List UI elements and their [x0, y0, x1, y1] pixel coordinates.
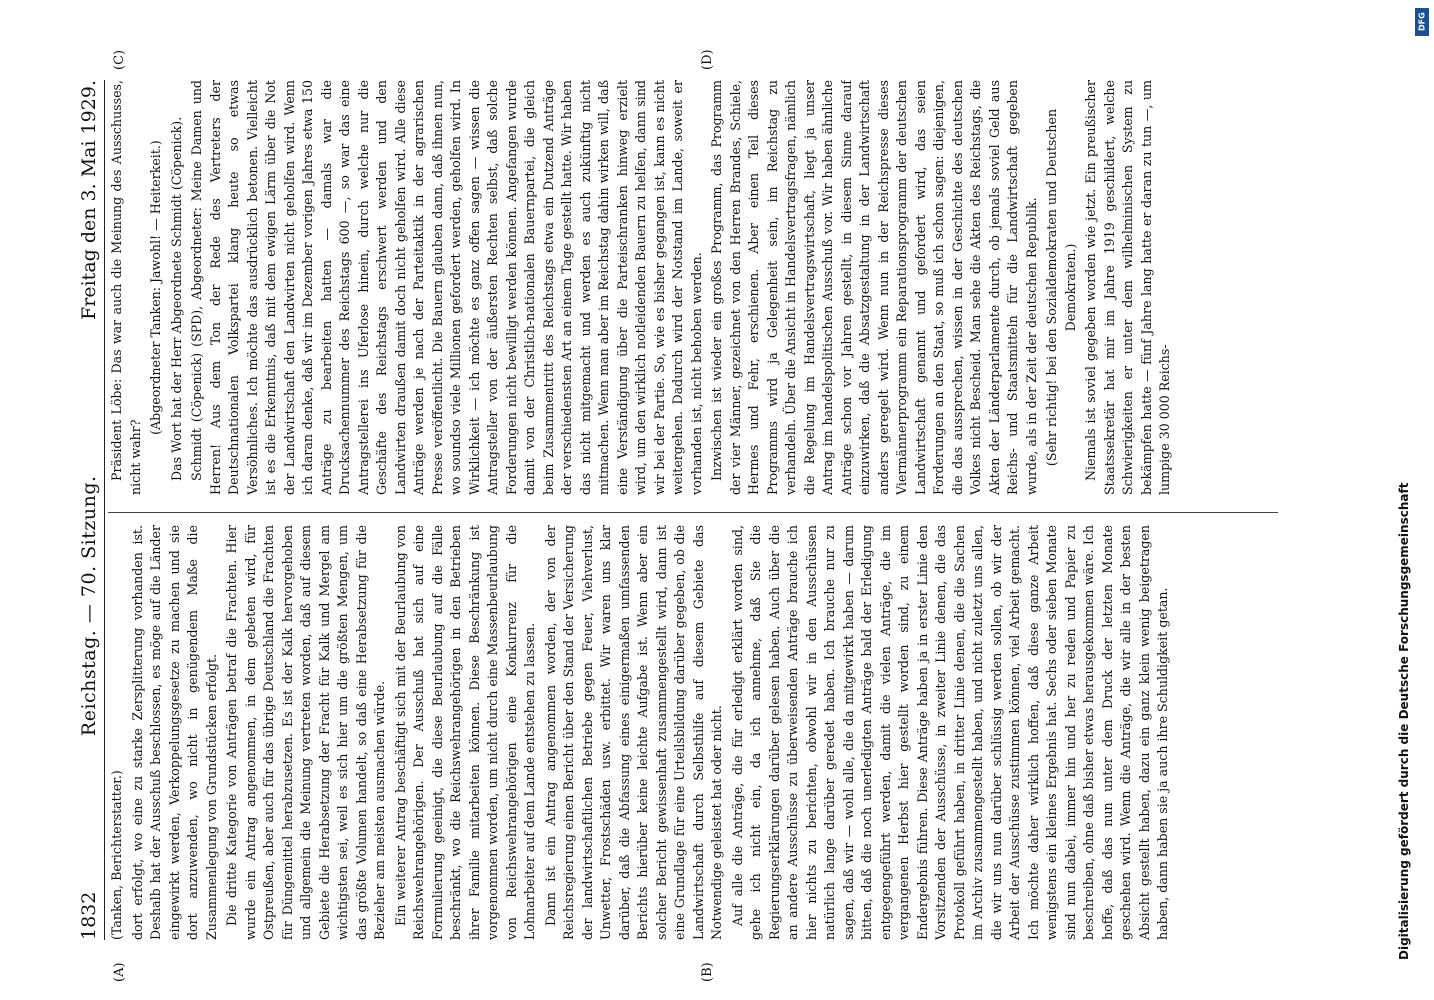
- column-divider: [108, 512, 1278, 513]
- paragraph: Auf alle die Anträge, die für erledigt erklärt worden sind, gehe ich nicht ein, da ich annehme, daß Sie die Regierungserklärungen darüber gelesen haben. Auch über die an andere Ausschüsse zu überweisenden Anträge brauche ich hier nichts zu berichten, obwohl wir in den Ausschüssen natürlich lange darüber geredet haben. Ich brauche nur zu sagen, daß wir — wohl alle, die da mitgewirkt haben — darum bitten, daß die noch unerledigten Anträge bald der Erledigung entgegengeführt werden, damit die vielen Anträge, die im vergangenen Herbst hier gestellt worden sind, zu einem Endergebnis führen. Diese Anträge haben ja in erster Linie den Vorsitzenden der Ausschüsse, in zweiter Linie denen, die das Protokoll geführt haben, in dritter Linie denen, die die Sachen im Archiv zusammengestellt haben, und nicht zuletzt uns allen, die wir uns nun darüber schlüssig werden sollen, ob wir der Arbeit der Ausschüsse zustimmen können, viel Arbeit gemacht. Ich möchte daher wirklich hoffen, daß diese ganze Arbeit wenigstens ein kleines Ergebnis hat. Sechs oder sieben Monate sind nun dabei, immer hin und her zu reden und Papier zu beschreiben, ohne daß bisher etwas herausgekommen wäre. Ich hoffe, daß das nun unter dem Druck der letzten Monate geschehen wird. Wenn die Anträge, die wir alle in der besten Absicht gestellt haben, dazu ein ganz klein wenig beigetragen haben, dann haben sie ja auch ihre Schuldigkeit getan.: [729, 525, 1170, 940]
- interjection: (Sehr richtig! bei den Sozialdemokraten und Deutschen Demokraten.): [1044, 108, 1078, 467]
- paragraph: Das Wort hat der Herr Abgeordnete Schmidt (Cöpenick).: [168, 116, 184, 481]
- session-title: Reichstag. — 70. Sitzung.: [78, 475, 100, 737]
- digitization-note: [1393, 40, 1415, 960]
- interjection: (Abgeordneter Tanken: Jawohl! — Heiterkeit.): [148, 140, 163, 435]
- margin-label-d: (D): [700, 49, 715, 70]
- paragraph: Dann ist ein Antrag angenommen worden, der von der Reichsregierung einen Bericht über den Stand der Versicherung der landwirtschaftlichen Betriebe gegen Feuer, Viehverlust, Unwetter, Frostschäden usw. erbittet. Wir waren uns klar darüber, daß die Abfassung eines einigermaßen umfassenden Berichts hierüber keine leichte Aufgabe ist. Wenn aber ein solcher Bericht gewissenhaft zusammengestellt wird, dann ist eine Grundlage für eine Urteilsbildung darüber gegeben, ob die Landwirtschaft durch Selbsthilfe auf diesem Gebiete das Notwendige geleistet hat oder nicht.: [542, 525, 724, 940]
- speaker-reference: (Tanken, Berichterstatter.): [109, 770, 124, 940]
- paragraph: Präsident Löbe: Das war auch die Meinung des Ausschusses, nicht wahr?: [109, 80, 143, 495]
- paragraph: Niemals ist soviel gegeben worden wie jetzt. Ein preußischer Staatssekretär hat mir im Jahre 1919 geschildert, welche Schwierigkeiten er unter dem wilhelminischen System zu bekämpfen hatte — fünf Jahre lang hatte er daran zu tun —, um lumpige 30 000 Reichs-: [1083, 80, 1172, 495]
- digitization-note-text: Digitalisierung gefördert durch die Deutsche Forschungsgemeinschaft: [1397, 482, 1411, 960]
- paragraph: Ein weiterer Antrag beschäftigt sich mit der Beurlaubung von Reichswehrangehörigen. Der Ausschuß hat sich auf eine Formulierung geeinigt, die diese Beurlaubung auf die Fälle beschränkt, wo die Reichswehrangehörigen in den Betrieben ihrer Familie mitarbeiten können. Diese Beschränkung ist vorgenommen worden, um nicht durch eine Massenbeurlaubung von Reichswehrangehörigen eine Konkurrenz für die Lohnarbeiter auf dem Lande entstehen zu lassen.: [392, 525, 537, 940]
- page-number: 1832: [78, 891, 100, 940]
- dfg-logo: [1415, 8, 1429, 36]
- paragraph: Schmidt (Cöpenick) (SPD), Abgeordneter: Meine Damen und Herren! Aus dem Ton der Rede des Vertreters der Deutschnationalen Volkspartei klang heute so etwas Versöhnliches. Ich möchte das ausdrücklich betonen. Vielleicht ist es die Erkenntnis, daß mit dem ewigen Lärm über die Not der Landwirtschaft den Landwirten nicht geholfen wird. Wenn ich daran denke, daß wir im Dezember vorigen Jahres etwa 150 Anträge zu bearbeiten hatten — damals war die Drucksachennummer des Reichstags 600 —, so war das eine Antragstellerei ins Uferlose hinein, durch welche nur die Geschäfte des Reichstags erschwert werden und den Landwirten draußen damit doch nicht geholfen wird. Alle diese Anträge werden je nach der Parteitaktik in der agrarischen Presse veröffentlicht. Die Bauern glauben dann, daß ihnen nun, wo soundso viele Millionen gefordert werden, geholfen wird. In Wirklichkeit — ich möchte es ganz offen sagen — wissen die Antragsteller von der äußersten Rechten selbst, daß solche Forderungen nicht bewilligt werden können. Angefangen wurde damit von der Christlich-nationalen Bauernpartei, die gleich beim Zusammentritt des Reichstags etwa ein Dutzend Anträge der verschiedensten Art an einem Tage gestellt hatte. Wir haben das nicht mitgemacht und werden es auch zukünftig nicht mitmachen. Wenn man aber im Reichstag dahin wirken will, daß eine Verständigung über die Parteischranken hinweg erzielt wird, um den wirklich notleidenden Bauern zu helfen, dann sind wir bei der Partie. So, wie es bisher gegangen ist, kann es nicht weitergehen. Dadurch wird der Notstand im Lande, soweit er vorhanden ist, nicht behoben werden.: [189, 80, 704, 495]
- paragraph: dort erfolgt, wo eine zu starke Zersplitterung vorhanden ist. Deshalb hat der Ausschuß beschlossen, es möge auf die Länder eingewirkt werden, Verkoppelungsgesetze zu machen und sie dort anzuwenden, wo nicht in genügendem Maße die Zusammenlegung von Grundstücken erfolgt.: [129, 525, 219, 940]
- paragraph: Die dritte Kategorie von Anträgen betraf die Frachten. Hier wurde ein Antrag angenommen, in dem gebeten wird, für Ostpreußen, aber auch für das übrige Deutschland die Frachten für Düngemittel herabzusetzen. Es ist der Kalk hervorgehoben und allgemein die Meinung vertreten worden, daß auf diesem Gebiete die Herabsetzung der Fracht für Kalk und Mergel am wichtigsten sei, weil es sich hier um die größten Mengen, um das größte Volumen handelt, so daß eine Herabsetzung für die Bezieher am meisten ausmachen würde.: [224, 525, 387, 940]
- right-text-column: [108, 80, 1288, 495]
- dfg-logo-text: DFG: [1417, 12, 1427, 32]
- margin-label-a: (A): [112, 962, 127, 982]
- margin-label-b: (B): [700, 962, 715, 982]
- margin-label-c: (C): [112, 49, 127, 70]
- paragraph: Inzwischen ist wieder ein großes Programm, das Programm der vier Männer, gezeichnet von den Herren Brandes, Schiele, Hermes und Fehr, erschienen. Aber einen Teil dieses Programms wird ja Gelegenheit sein, im Reichstag zu verhandeln. Über die Ansicht in Handelsvertragsfragen, nämlich die Regelung im Handelsvertragswirtschaft, liegt ja unser Antrag im handelspolitischen Ausschuß vor. Wir haben ähnliche Anträge schon vor Jahren gestellt, in diesem Sinne darauf einzuwirken, daß die Absatzgestaltung in der Landwirtschaft anders geregelt wird. Wenn nun in der Reichspresse dieses Viermännerprogramm ein Reparationsprogramm der deutschen Landwirtschaft genannt und gefordert wird, das seien Forderungen an den Staat, so muß ich schon sagen: diejenigen, die das aussprechen, wissen in der Geschichte des deutschen Volkes nicht Bescheid. Man sehe die Akten des Reichstags, die Akten der Länderparlamente durch, ob jemals soviel Geld aus Reichs- und Staatsmitteln für die Landwirtschaft gegeben wurde, als in der Zeit der deutschen Republik.: [709, 80, 1039, 495]
- page-header: [70, 80, 105, 940]
- left-text-column: [108, 525, 1288, 940]
- session-date: Freitag den 3. Mai 1929.: [78, 80, 100, 320]
